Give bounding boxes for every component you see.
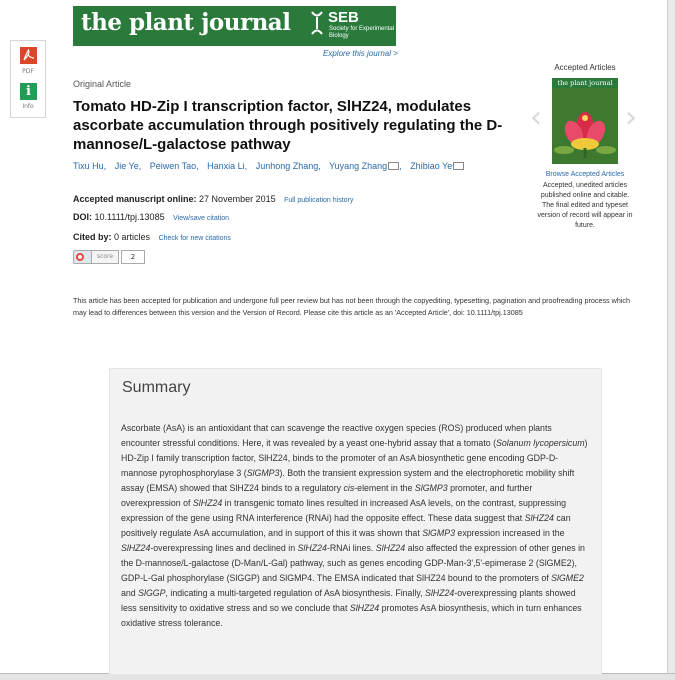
summary-text: , indicating a multi-targeted regulation of AsA biosynthesis. Finally, (165, 588, 425, 598)
publication-history-link[interactable]: Full publication history (284, 197, 354, 204)
gene-name: SlGMP3 (422, 528, 455, 538)
browse-accepted-articles-link[interactable]: Browse Accepted Articles (545, 171, 625, 178)
author-link[interactable]: Peiwen Tao, (149, 161, 199, 171)
gene-name: SlGMP3 (246, 468, 280, 478)
summary-text: ). Both the transient expression system and the electrophoretic mobility shift assay (EMSA) showed that SlHZ24 binds to a regulatory (121, 468, 575, 493)
gene-name: SlGGP (138, 588, 166, 598)
pdf-icon[interactable] (20, 47, 37, 64)
email-icon[interactable] (388, 162, 399, 170)
article-tools (10, 40, 46, 118)
pdf-label: PDF (22, 68, 34, 75)
article-title: Tomato HD-Zip I transcription factor, SlHZ24, modulates ascorbate accumulation through positively regulating the D-mannose/L-galactose pathway (73, 98, 503, 153)
summary-text: Ascorbate (AsA) is an antioxidant that can scavenge the reactive oxygen species (ROS) produced when plants encounter stressful conditions. Here, it was revealed by a yeast one-hybrid assay that a tomato ( (121, 423, 552, 448)
society-name: Society for Experimental Biology (329, 26, 395, 39)
author-link[interactable]: Yuyang Zhang (329, 161, 388, 171)
gene-name: SlHZ24 (524, 513, 554, 523)
cited-by-row (73, 232, 231, 242)
gene-name: SlGME2 (551, 573, 584, 583)
altmetric-score-label: score (91, 250, 119, 264)
journal-logo-text: the plant journal (81, 9, 291, 36)
journal-banner[interactable] (73, 6, 396, 46)
accepted-date-row (73, 194, 353, 204)
summary-text: -overexpressing lines and declined in (150, 543, 298, 553)
summary-section (109, 368, 602, 675)
article-type: Original Article (73, 79, 132, 89)
author-link[interactable]: Junhong Zhang, (255, 161, 321, 171)
summary-text: and (121, 588, 139, 598)
info-icon[interactable]: i (20, 83, 37, 100)
summary-text: -RNAi lines. (326, 543, 376, 553)
save-citation-link[interactable]: View/save citation (173, 215, 229, 222)
gene-name: SlHZ24 (424, 588, 455, 598)
altmetric-score-value: 2 (121, 250, 145, 264)
summary-text: in transgenic tomato lines resulted in increased AsA levels, on the contrast, suppressing expression of the gene using RNA interference (RNAi) had the opposite effect. These data suggest that (121, 498, 566, 523)
summary-heading: Summary (122, 379, 191, 396)
doi-value: 10.1111/tpj.13085 (94, 212, 165, 222)
info-label: Info (22, 103, 34, 110)
page-scrollbar[interactable] (667, 0, 675, 679)
summary-text: promoter, and further overexpression of (121, 483, 533, 508)
check-citations-link[interactable]: Check for new citations (158, 235, 231, 242)
altmetric-donut-icon (73, 250, 93, 264)
author-link[interactable]: Tixu Hu, (73, 161, 107, 171)
email-icon[interactable] (453, 162, 464, 170)
prev-arrow-icon[interactable]: ‹ (530, 100, 542, 135)
doi-row (73, 212, 229, 222)
gene-name: SlGMP3 (414, 483, 448, 493)
summary-body (121, 421, 593, 631)
journal-cover-image[interactable] (552, 78, 618, 164)
summary-text: ) HD-Zip I family transcription factor, SlHZ24, binds to the promoter of an AsA biosynthetic gene encoding GDP-D-mannose pyrophosphorylase 3 ( (121, 438, 588, 478)
accepted-date: 27 November 2015 (199, 194, 276, 204)
author-link[interactable]: Zhibiao Ye (410, 161, 453, 171)
flower-cover-art (552, 88, 618, 164)
accepted-articles-description: Accepted, unedited articles published online and citable. The final edited and typeset version of record will appear in future. (537, 182, 633, 229)
gene-name: SlHZ24 (297, 543, 327, 553)
seb-logo-icon (310, 10, 324, 36)
gene-name: SlHZ24 (192, 498, 223, 508)
doi-label: DOI: (73, 212, 92, 222)
accepted-label: Accepted manuscript online: (73, 194, 197, 204)
society-acronym: SEB (328, 9, 359, 26)
explore-journal-link[interactable]: Explore this journal > (323, 49, 398, 58)
summary-text: can positively regulate AsA accumulation, and in support of this it was shown that (121, 513, 571, 538)
author-link[interactable]: Hanxia Li, (207, 161, 248, 171)
accepted-articles-heading: Accepted Articles (554, 63, 616, 72)
altmetric-badge[interactable] (73, 250, 143, 262)
gene-name: SlHZ24 (121, 543, 151, 553)
author-list: Tixu Hu, Jie Ye, Peiwen Tao, Hanxia Li, Junhong Zhang, Yuyang Zhang , Zhibiao Ye (73, 161, 470, 171)
gene-name: SlHZ24 (349, 603, 380, 613)
summary-text: -element in the (354, 483, 415, 493)
next-arrow-icon[interactable]: › (625, 100, 637, 135)
summary-text: expression increased in the (454, 528, 565, 538)
author-link[interactable]: Jie Ye, (114, 161, 142, 171)
summary-text: also affected the expression of other genes in the D-mannose/L-galactose (D-Man/L-Gal) pathway, such as genes encoding GDP-Man-3',5'-epimerase 2 (SlGME2), GDP-L-Gal phosphorylase (SlGGP) and SlGMP4. The EMSA indicated that SlHZ24 bound to the promoters of (121, 543, 585, 583)
accepted-article-notice: This article has been accepted for publication and undergone full peer review but has not been through the copyediting, typesetting, pagination and proofreading process which may lead to differences between this version and the Version of Record. Please cite this article as an 'Accepted Article', doi: 10.1111/tpj.13085 (73, 296, 630, 317)
gene-name: SlHZ24 (375, 543, 406, 553)
cis-term: cis (343, 483, 355, 493)
summary-text: -overexpressing plants showed less sensitivity to oxidative stress and so we conclude that (121, 588, 576, 613)
cited-by-value: 0 articles (114, 232, 151, 242)
summary-text: promotes AsA biosynthesis, which in turn enhances oxidative stress tolerance. (121, 603, 582, 628)
cover-title: the plant journal (552, 78, 618, 88)
species-name: Solanum lycopersicum (496, 438, 585, 448)
cited-by-label: Cited by: (73, 232, 112, 242)
